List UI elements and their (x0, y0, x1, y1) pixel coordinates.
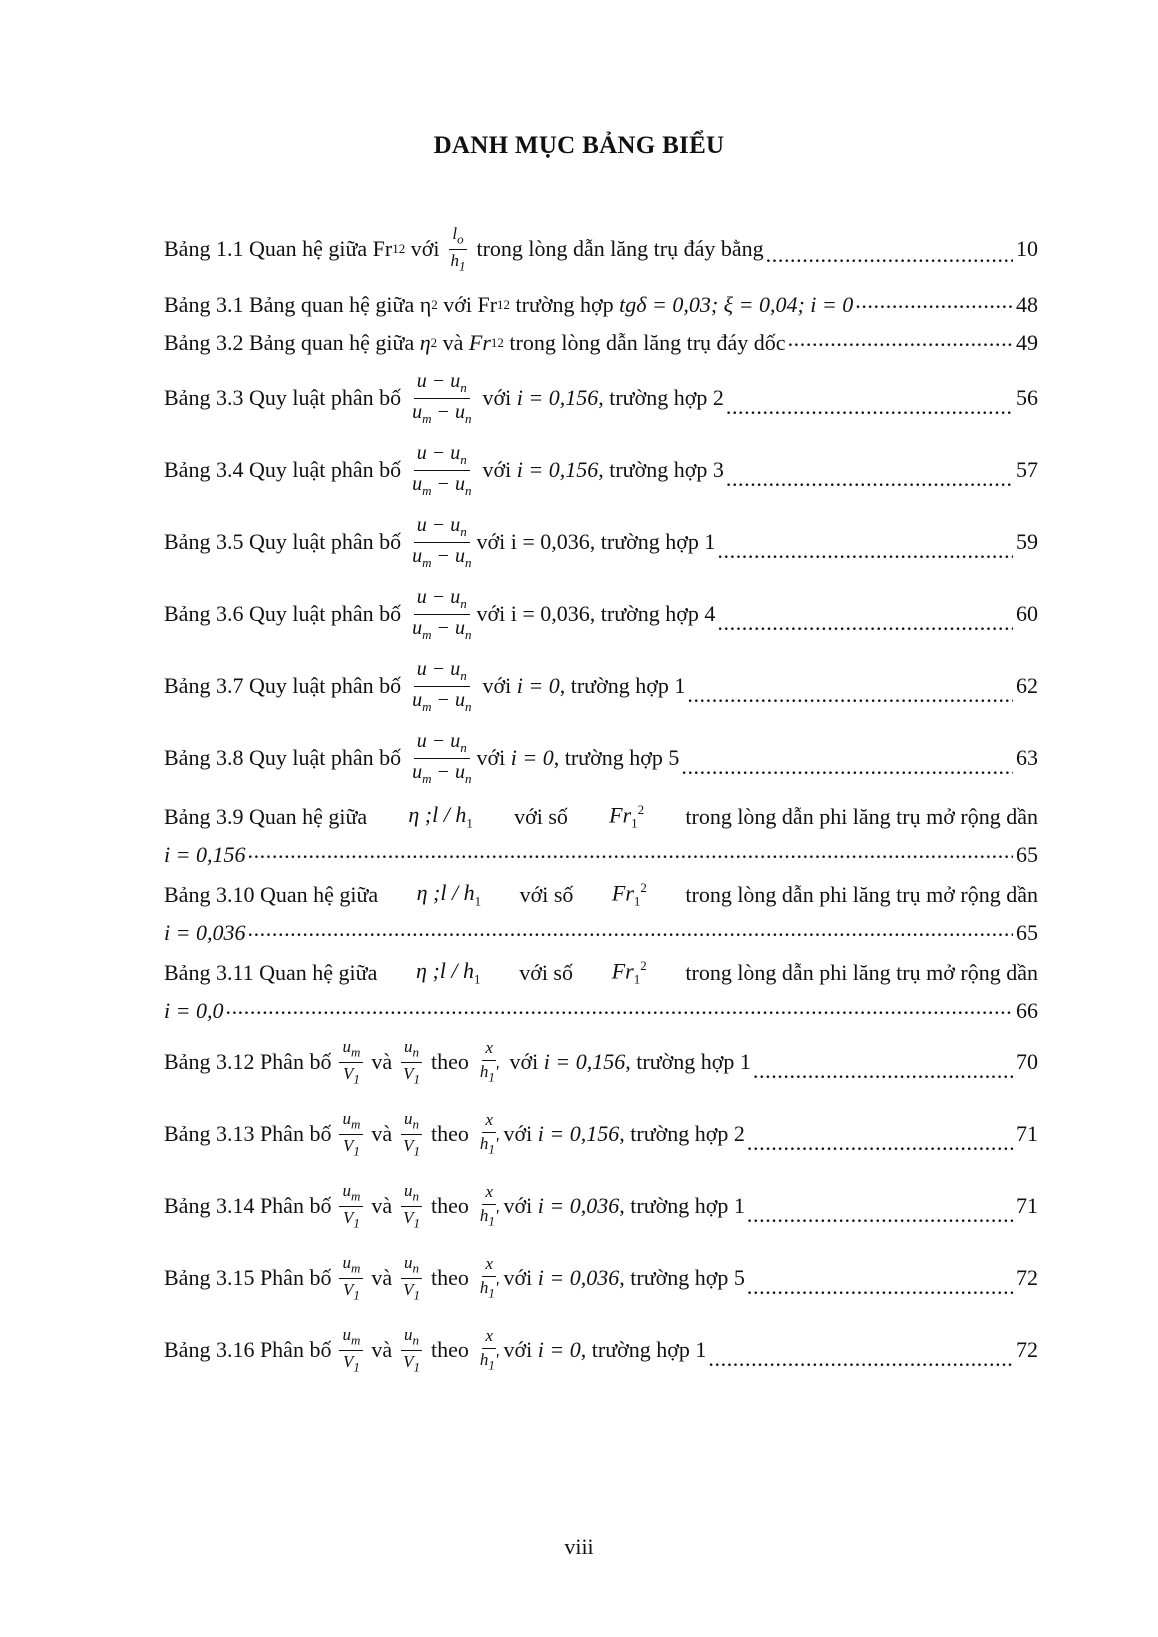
page-ref: 72 (1016, 1337, 1038, 1362)
toc-entry-3-10[interactable]: Bảng 3.10 Quan hệ giữa η ;l / $h_1$ với số $Fr_1^2$ trong lòng dẫn phi lăng trụ mở rộng dần (164, 880, 1038, 909)
fraction: $\frac{u_m}{V_1}$ (339, 1254, 363, 1302)
page-ref: 72 (1016, 1265, 1038, 1290)
page-ref: 63 (1016, 745, 1038, 770)
toc-entry-3-12[interactable]: Bảng 3.12 Phân bố $\frac{u_m}{V_1}$ và $\frac{u_n}{V_1}$ theo $\frac{x}{h_1'}$ với i = 0,156 , trường hợp 1 ..... 70 (164, 1034, 1038, 1090)
dot-leader (753, 1058, 1013, 1084)
page-ref: 71 (1016, 1121, 1038, 1146)
fraction: $\frac{x}{h_1'}$ (479, 1182, 499, 1229)
dot-leader (747, 1274, 1013, 1300)
fraction: $\frac{u_n}{V_1}$ (400, 1182, 423, 1230)
toc-entry-3-6[interactable]: Bảng 3.6 Quy luật phân bố $\frac{u - u_n}{u_m - u_n}$ với i = 0,036, trường hợp 4 ..... 60 (164, 586, 1038, 642)
dot-leader (747, 1202, 1013, 1228)
fraction: $\frac{u - u_n}{u_m - u_n}$ (412, 730, 472, 786)
fraction: $\frac{x}{h_1'}$ (479, 1038, 499, 1085)
fraction: $\frac{x}{h_1'}$ (479, 1326, 499, 1373)
fraction: $\frac{l_o}{h_1}$ (450, 223, 466, 273)
fraction: $\frac{u_n}{V_1}$ (400, 1110, 423, 1158)
toc-entry-3-4[interactable]: Bảng 3.4 Quy luật phân bố $\frac{u - u_n}{u_m - u_n}$ với i = 0,156 , trường hợp 3 ..... 57 (164, 442, 1038, 498)
toc-entry-3-9[interactable]: Bảng 3.9 Quan hệ giữa η ;l / $h_1$ với số $Fr_1^2$ trong lòng dẫn phi lăng trụ mở rộng dần (164, 802, 1038, 831)
dot-leader (788, 326, 1013, 352)
fraction: $\frac{u_m}{V_1}$ (339, 1326, 363, 1374)
toc-entry-3-9-line2[interactable]: i = 0,156 ..... 65 (164, 840, 1038, 870)
page-ref: 56 (1016, 385, 1038, 410)
toc-entry-3-10-line2[interactable]: i = 0,036 ..... 65 (164, 918, 1038, 948)
dot-leader (708, 1346, 1013, 1372)
toc-entry-3-3[interactable]: Bảng 3.3 Quy luật phân bố $\frac{u - u_n}{u_m - u_n}$ với i = 0,156 , trường hợp 2 ..... 56 (164, 370, 1038, 426)
fraction: $\frac{u_m}{V_1}$ (339, 1110, 363, 1158)
fraction: $\frac{u_m}{V_1}$ (339, 1038, 363, 1086)
dot-leader (681, 754, 1013, 780)
page-ref: 60 (1016, 601, 1038, 626)
toc-entry-3-13[interactable]: Bảng 3.13 Phân bố $\frac{u_m}{V_1}$ và $\frac{u_n}{V_1}$ theo $\frac{x}{h_1'}$ với i = 0,156 , trường hợp 2 ..... 71 (164, 1106, 1038, 1162)
toc-entry-3-5[interactable]: Bảng 3.5 Quy luật phân bố $\frac{u - u_n}{u_m - u_n}$ với i = 0,036, trường hợp 1 ..... 59 (164, 514, 1038, 570)
page-ref: 49 (1016, 330, 1038, 355)
dot-leader (747, 1130, 1013, 1156)
dot-leader (225, 994, 1013, 1020)
page-ref: 71 (1016, 1193, 1038, 1218)
page-number: viii (564, 1534, 594, 1559)
fraction: $\frac{u_n}{V_1}$ (400, 1326, 423, 1374)
toc-entry-3-11-line2[interactable]: i = 0,0 ..... 66 (164, 996, 1038, 1026)
page-ref: 59 (1016, 529, 1038, 554)
dot-leader (687, 682, 1013, 708)
page-ref: 70 (1016, 1049, 1038, 1074)
dot-leader (717, 610, 1013, 636)
page-ref: 65 (1016, 920, 1038, 945)
dot-leader (247, 916, 1013, 942)
fraction: $\frac{u - u_n}{u_m - u_n}$ (412, 442, 472, 498)
dot-leader (766, 242, 1013, 268)
page-ref: 57 (1016, 457, 1038, 482)
page-ref: 48 (1016, 292, 1038, 317)
fraction: $\frac{u_n}{V_1}$ (400, 1254, 423, 1302)
page-ref: 62 (1016, 673, 1038, 698)
dot-leader (855, 288, 1013, 314)
toc-entry-3-14[interactable]: Bảng 3.14 Phân bố $\frac{u_m}{V_1}$ và $\frac{u_n}{V_1}$ theo $\frac{x}{h_1'}$ với i = 0,036 , trường hợp 1 ..... 71 (164, 1178, 1038, 1234)
toc-entry-3-11[interactable]: Bảng 3.11 Quan hệ giữa η ;l / $h_1$ với số $Fr_1^2$ trong lòng dẫn phi lăng trụ mở rộng dần (164, 958, 1038, 987)
toc-entry-3-8[interactable]: Bảng 3.8 Quy luật phân bố $\frac{u - u_n}{u_m - u_n}$ với i = 0 , trường hợp 5 ..... 63 (164, 730, 1038, 786)
dot-leader (726, 394, 1013, 420)
dot-leader (717, 538, 1013, 564)
toc-entry-1-1[interactable]: Bảng 1.1 Quan hệ giữa Fr 1 2 với $\frac{l_o}{h_1}$ trong lòng dẫn lăng trụ đáy bằng ..... 10 (164, 224, 1038, 274)
page-ref: 66 (1016, 998, 1038, 1023)
page-ref: 65 (1016, 842, 1038, 867)
fraction: $\frac{u_n}{V_1}$ (400, 1038, 423, 1086)
fraction: $\frac{u - u_n}{u_m - u_n}$ (412, 658, 472, 714)
dot-leader (726, 466, 1013, 492)
toc-entry-3-16[interactable]: Bảng 3.16 Phân bố $\frac{u_m}{V_1}$ và $\frac{u_n}{V_1}$ theo $\frac{x}{h_1'}$ với i = 0 , trường hợp 1 ..... 72 (164, 1322, 1038, 1378)
fraction: $\frac{x}{h_1'}$ (479, 1110, 499, 1157)
page-title: DANH MỤC BẢNG BIỂU (433, 132, 725, 159)
page-ref: 10 (1016, 236, 1038, 261)
toc-entry-3-7[interactable]: Bảng 3.7 Quy luật phân bố $\frac{u - u_n}{u_m - u_n}$ với i = 0 , trường hợp 1 ..... 62 (164, 658, 1038, 714)
dot-leader (247, 838, 1013, 864)
fraction: $\frac{u - u_n}{u_m - u_n}$ (412, 586, 472, 642)
fraction: $\frac{u - u_n}{u_m - u_n}$ (412, 514, 472, 570)
fraction: $\frac{x}{h_1'}$ (479, 1254, 499, 1301)
toc-entry-3-15[interactable]: Bảng 3.15 Phân bố $\frac{u_m}{V_1}$ và $\frac{u_n}{V_1}$ theo $\frac{x}{h_1'}$ với i = 0,036 , trường hợp 5 ..... 72 (164, 1250, 1038, 1306)
fraction: $\frac{u_m}{V_1}$ (339, 1182, 363, 1230)
fraction: $\frac{u - u_n}{u_m - u_n}$ (412, 370, 472, 426)
toc-entry-3-1[interactable]: Bảng 3.1 Bảng quan hệ giữa η 2 với Fr 1 2 trường hợp tgδ = 0,03; ξ = 0,04; i = 0 ..... 48 (164, 290, 1038, 320)
toc-entry-3-2[interactable]: Bảng 3.2 Bảng quan hệ giữa η 2 và Fr 1 2 trong lòng dẫn lăng trụ đáy dốc ..... 49 (164, 328, 1038, 358)
